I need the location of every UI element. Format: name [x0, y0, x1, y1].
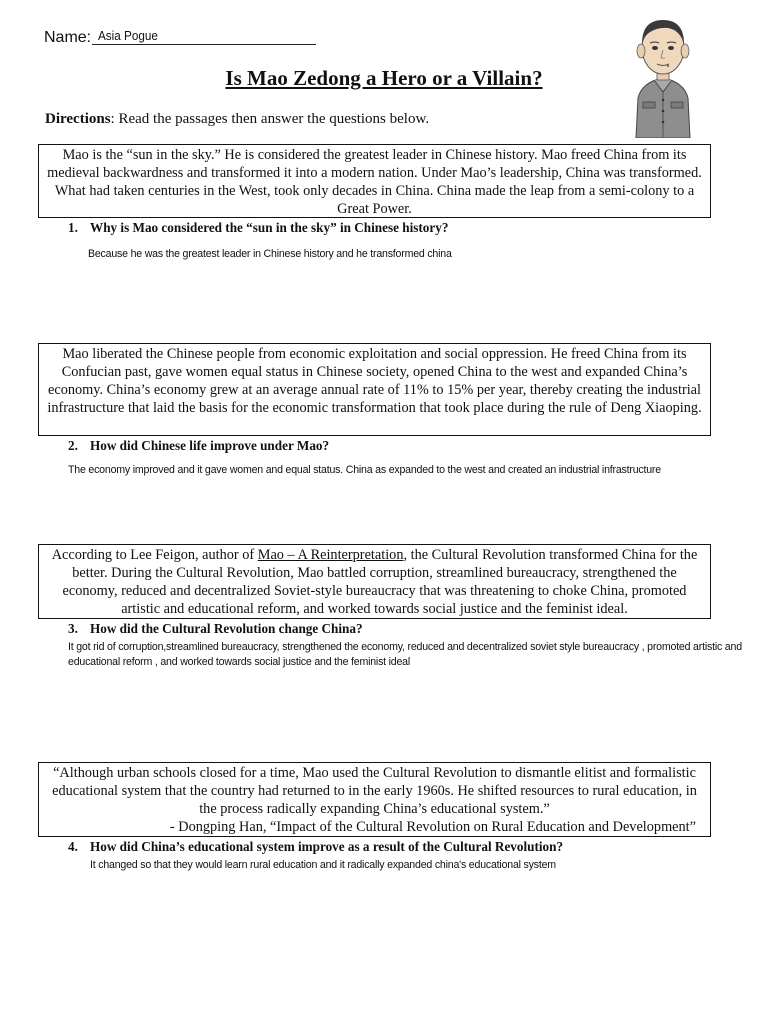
question-2-number: 2. — [68, 438, 78, 453]
question-3-number: 3. — [68, 621, 78, 636]
question-1-number: 1. — [68, 220, 78, 235]
name-underline — [92, 44, 316, 45]
name-value[interactable]: Asia Pogue — [98, 28, 158, 43]
question-1 — [68, 220, 448, 236]
question-2 — [68, 438, 329, 454]
mao-portrait-illustration — [628, 14, 698, 138]
question-3 — [68, 621, 363, 637]
directions-label: Directions — [45, 111, 111, 127]
passage-3-intro: According to Lee Feigon, author of — [51, 547, 258, 563]
answer-2[interactable]: The economy improved and it gave women and equal status. China as expanded to the west and created an industrial infrastructure — [68, 464, 661, 476]
passage-1: Mao is the “sun in the sky.” He is considered the greatest leader in Chinese history. Mao freed China from its medieval backwardness and transformed it into a modern nation. Under Mao’s leadership, China was transformed. What had taken centuries in the West, took only decades in China. China made the leap from a semi-colony to a Great Power. — [38, 144, 711, 218]
question-4-number: 4. — [68, 839, 78, 854]
passage-4 — [38, 762, 711, 837]
question-4-text: How did China’s educational system improve as a result of the Cultural Revolution? — [90, 839, 564, 854]
passage-3-body: , the Cultural Revolution transformed China for the better. During the Cultural Revolution, Mao battled corruption, streamlined bureaucracy, strengthened the economy, reduced and decentralized Soviet-style bureaucracy that was threatening to choke China, promoted artistic and educational reform, and worked towards social justice and the feminist ideal. — [62, 547, 698, 617]
name-label: Name: — [44, 29, 92, 46]
answer-4[interactable]: It changed so that they would learn rural education and it radically expanded china's educational system — [90, 859, 556, 871]
passage-4-quote: “Although urban schools closed for a time, Mao used the Cultural Revolution to dismantle elitist and formalistic educational system that the country had returned to in the early 1960s. He shifted resources to rural education, in the process radically expanding China’s educational system.” — [52, 765, 697, 817]
worksheet-title: Is Mao Zedong a Hero or a Villain? — [225, 66, 543, 90]
passage-4-attribution: - Dongping Han, “Impact of the Cultural Revolution on Rural Education and Development” — [169, 819, 696, 835]
passage-3 — [38, 544, 711, 619]
directions-text: : Read the passages then answer the questions below. — [110, 111, 430, 127]
question-4 — [68, 839, 563, 855]
question-1-text: Why is Mao considered the “sun in the sky” in Chinese history? — [90, 220, 449, 235]
book-title: Mao – A Reinterpretation — [257, 547, 404, 563]
question-2-text: How did Chinese life improve under Mao? — [90, 438, 330, 453]
question-3-text: How did the Cultural Revolution change China? — [90, 621, 363, 636]
directions — [45, 111, 429, 128]
answer-3[interactable]: It got rid of corruption,streamlined bureaucracy, strengthened the economy, reduced and decentralized soviet style bureaucracy , promoted artistic and educational reform , and worked towards social justice and the feminist ideal — [68, 641, 742, 668]
answer-1[interactable]: Because he was the greatest leader in Chinese history and he transformed china — [88, 248, 452, 260]
passage-2: Mao liberated the Chinese people from economic exploitation and social oppression. He freed China from its Confucian past, gave women equal status in Chinese society, opened China to the west and expanded China’s economy. China’s economy grew at an average annual rate of 11% to 15% per year, thereby creating the industrial infrastructure that laid the basis for the economic transformation that took place during the rule of Deng Xiaoping. — [38, 343, 711, 436]
